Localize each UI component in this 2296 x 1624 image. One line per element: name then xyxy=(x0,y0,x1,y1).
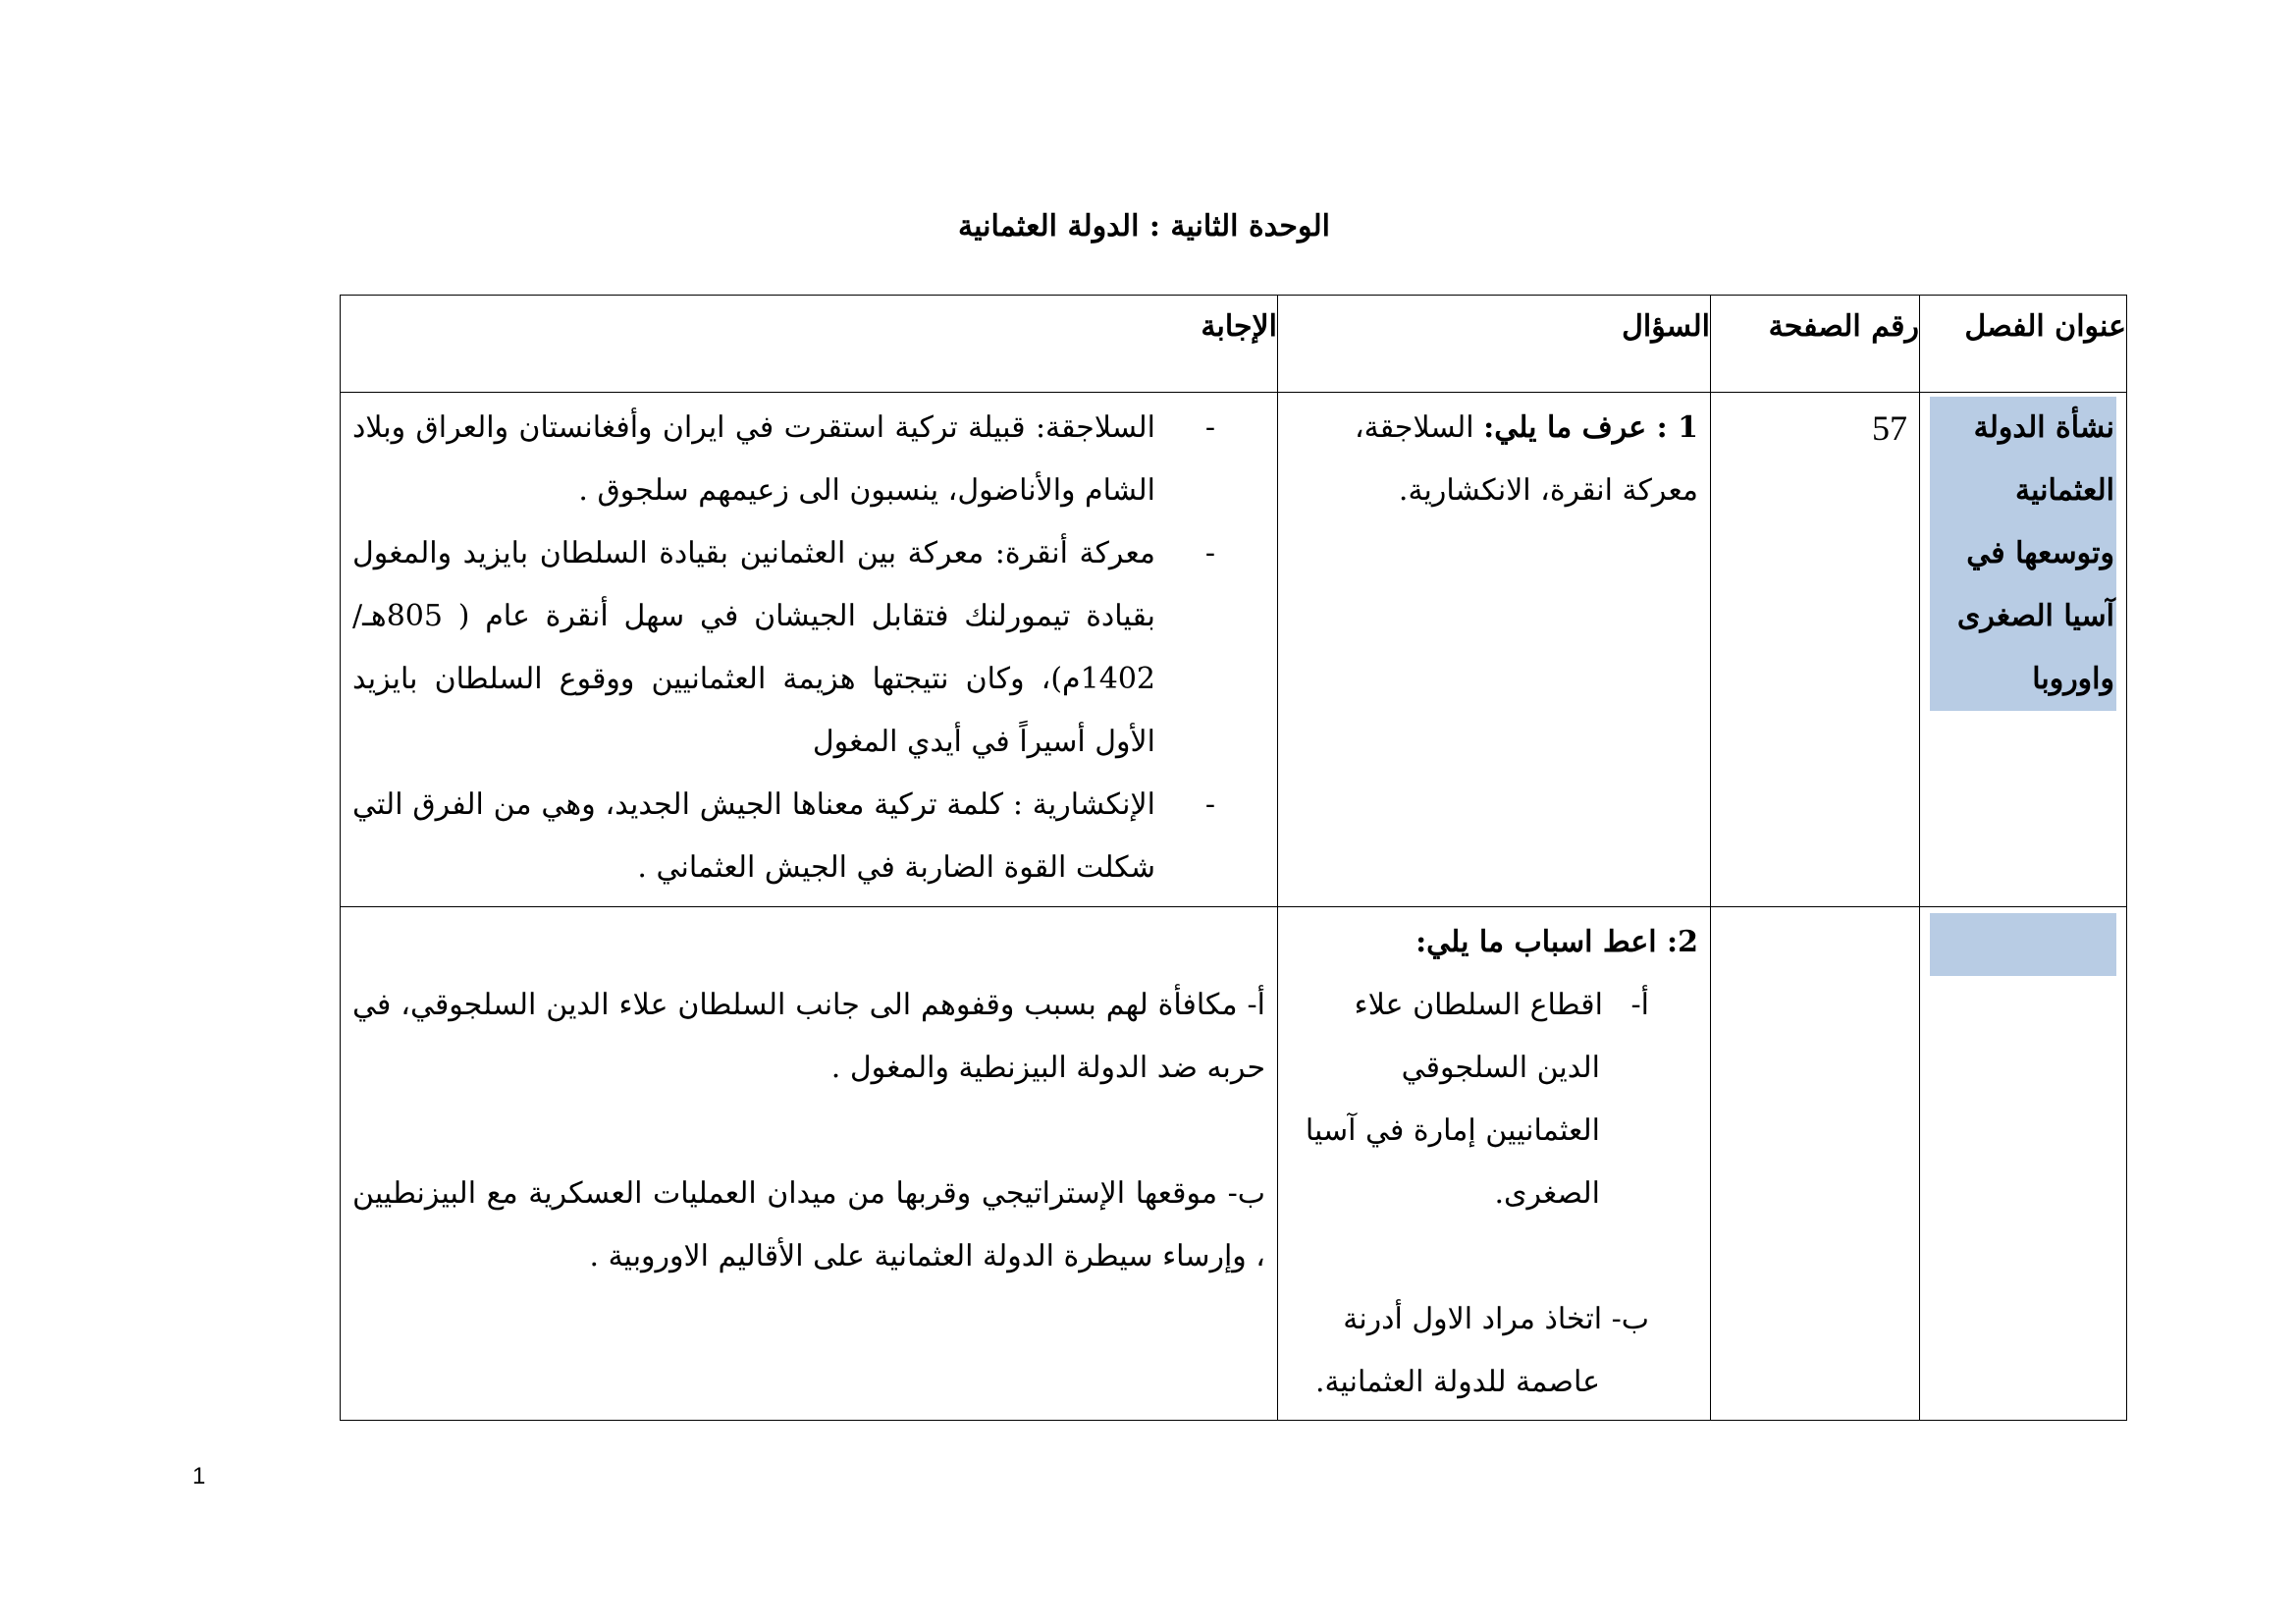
answer-cell xyxy=(341,907,1278,1421)
list-dash: - xyxy=(1204,536,1216,570)
question-number: 2: اعط اسباب ما يلي: xyxy=(1415,925,1698,959)
answer-item: - السلاجقة: قبيلة تركية استقرت في ايران وأفغانستان والعراق وبلاد الشام والأناضول، ينسبون الى زعيمهم سلجوق . xyxy=(352,397,1265,522)
question-cell xyxy=(1278,393,1711,907)
table-row xyxy=(341,907,2127,1421)
list-dash: - xyxy=(1204,787,1216,822)
header-chapter: عنوان الفصل xyxy=(1920,296,2127,393)
question-line: 1 : عرف ما يلي: السلاجقة، xyxy=(1354,410,1698,445)
table-header-row xyxy=(341,296,2127,393)
curriculum-table xyxy=(340,295,2127,1421)
header-page: رقم الصفحة xyxy=(1711,296,1920,393)
page-number-cell xyxy=(1711,907,1920,1421)
page-number: 1 xyxy=(192,1463,206,1489)
question-cell: 2: اعط اسباب ما يلي: أ- اقطاع السلطان علاء الدين السلجوقي العثمانيين إمارة في آسيا الصغرى. ب- اتخاذ مراد الاول أدرنة عاصمة للدولة العثمانية. xyxy=(1278,907,1711,1421)
question-sub-a: أ- اقطاع السلطان علاء xyxy=(1354,988,1649,1022)
page-number-cell: 57 xyxy=(1711,393,1920,907)
table-row xyxy=(341,393,2127,907)
chapter-cell xyxy=(1920,393,2127,907)
page-title: الوحدة الثانية : الدولة العثمانية xyxy=(958,209,1330,244)
question-line: معركة انقرة، الانكشارية. xyxy=(1398,473,1698,508)
answer-item: - معركة أنقرة: معركة بين العثمانين بقيادة السلطان بايزيد والمغول بقيادة تيمورلنك فتقابل الجيشان في سهل أنقرة عام ( 805هـ/ 1402م)، وكان نتيجتها هزيمة العثمانيين ووقوع السلطان بايزيد الأول أسيراً في أيدي المغول xyxy=(352,522,1265,774)
chapter-cell xyxy=(1920,907,2127,1421)
answer-item: - الإنكشارية : كلمة تركية معناها الجيش الجديد، وهي من الفرق التي شكلت القوة الضاربة في الجيش العثماني . xyxy=(352,774,1265,899)
header-answer: الإجابة xyxy=(341,296,1278,393)
chapter-highlight-empty xyxy=(1930,913,2116,976)
answer-cell xyxy=(341,393,1278,907)
answer-item: ب- موقعها الإستراتيجي وقربها من ميدان العمليات العسكرية مع البيزنطيين ، وإرساء سيطرة الدولة العثمانية على الأقاليم الاوروبية . xyxy=(352,1176,1265,1273)
header-question: السؤال xyxy=(1278,296,1711,393)
question-sub-b: ب- اتخاذ مراد الاول أدرنة xyxy=(1343,1302,1649,1336)
list-dash: - xyxy=(1204,410,1216,445)
chapter-title: نشأة الدولة العثمانية وتوسعها في آسيا الصغرى واوروبا xyxy=(1930,397,2116,711)
answer-item: أ- مكافأة لهم بسبب وقفوهم الى جانب السلطان علاء الدين السلجوقي، في حربه ضد الدولة البيزنطية والمغول . xyxy=(352,988,1265,1085)
